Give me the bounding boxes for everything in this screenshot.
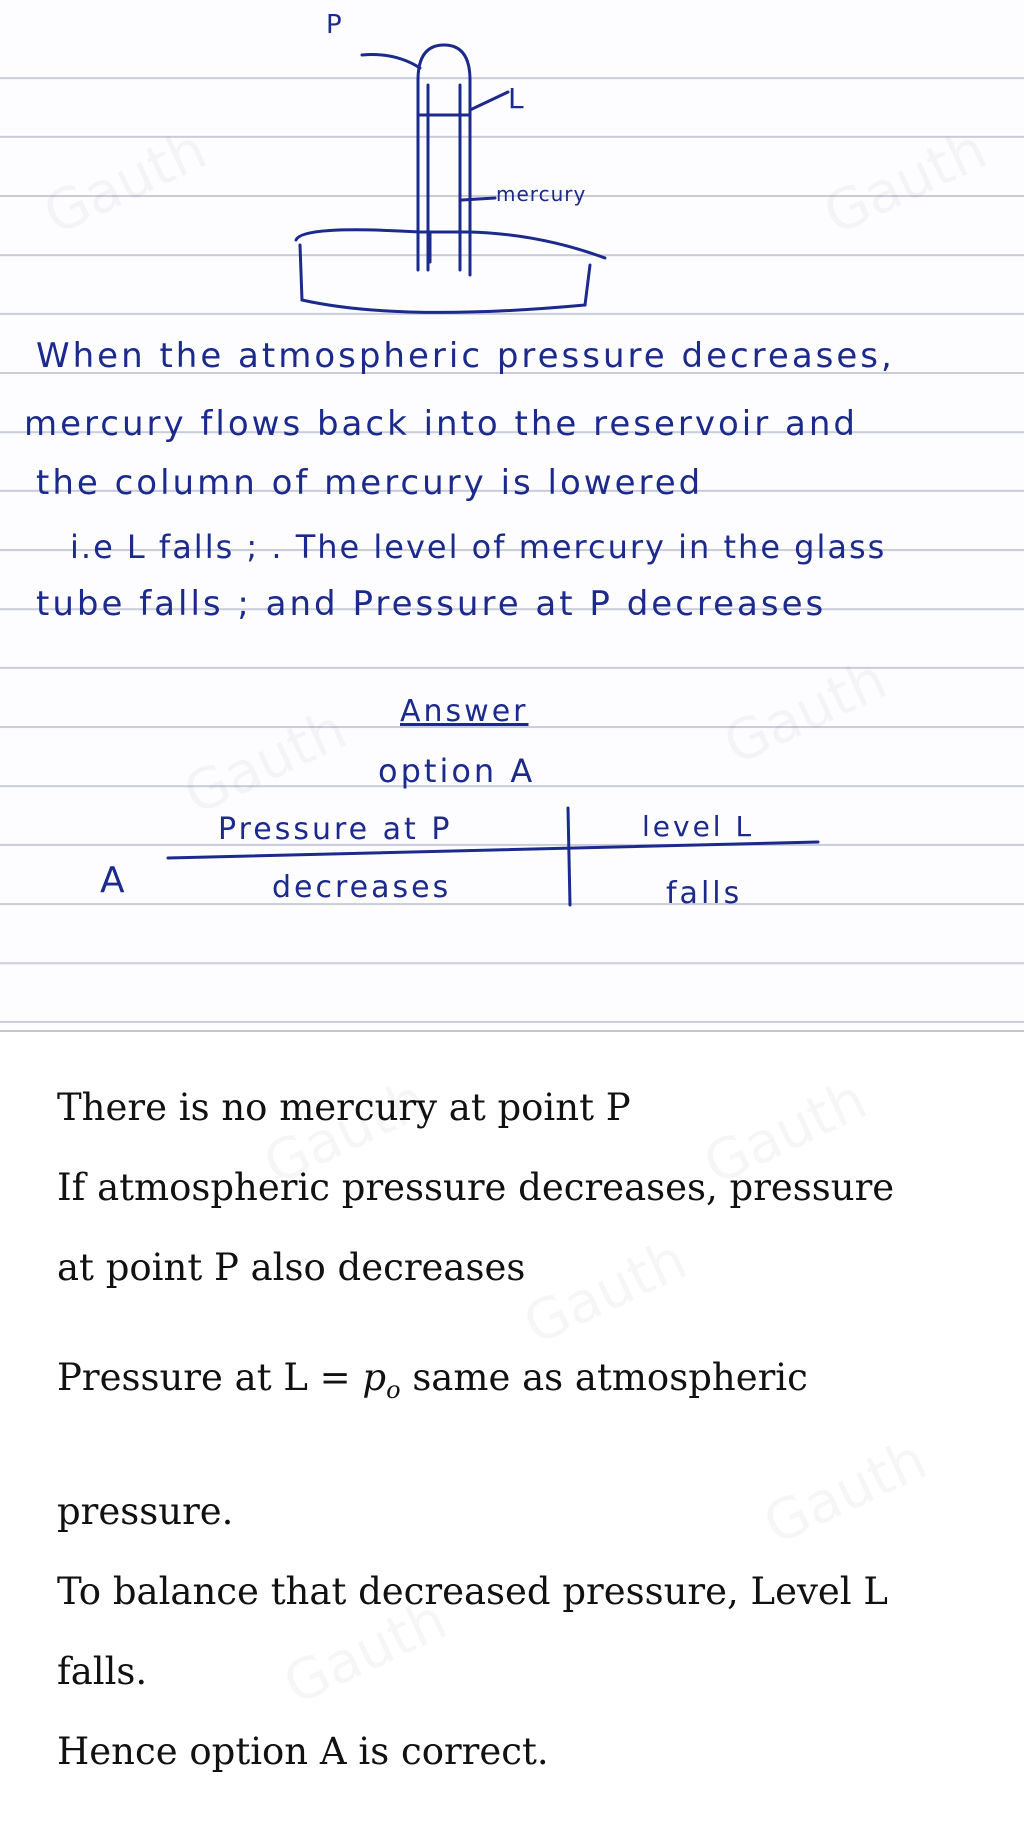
section-divider <box>0 1030 1024 1032</box>
formula-variable: p <box>362 1356 387 1399</box>
answer-option: option A <box>378 752 536 790</box>
handwritten-line: When the atmospheric pressure decreases, <box>36 336 895 376</box>
explanation-line: falls. <box>57 1650 148 1693</box>
diagram-label-l: L <box>508 82 527 115</box>
explanation-line: pressure. <box>57 1490 234 1533</box>
formula-subscript: o <box>386 1376 401 1405</box>
handwritten-line: mercury flows back into the reservoir and <box>24 404 858 444</box>
explanation-formula-line <box>57 1356 808 1406</box>
table-row-label: A <box>100 860 128 901</box>
watermark <box>754 1427 936 1558</box>
explanation-line: at point P also decreases <box>57 1246 526 1289</box>
table-cell-level: falls <box>666 876 743 911</box>
table-cell-pressure: decreases <box>272 870 452 905</box>
explanation-line: If atmospheric pressure decreases, pressure <box>57 1166 895 1209</box>
table-header-level: level L <box>642 810 755 843</box>
answer-heading: Answer <box>400 694 529 729</box>
diagram-label-p: P <box>326 10 345 40</box>
handwritten-line: i.e L falls ; . The level of mercury in the glass <box>70 528 887 566</box>
formula-prefix: Pressure at L = <box>57 1356 363 1399</box>
conclusion-line: Hence option A is correct. <box>57 1730 549 1773</box>
explanation-line: There is no mercury at point P <box>57 1086 631 1129</box>
explanation-line: To balance that decreased pressure, Level L <box>57 1570 888 1613</box>
handwritten-line: the column of mercury is lowered <box>36 463 704 503</box>
diagram-label-mercury: mercury <box>496 182 587 206</box>
formula-suffix: same as atmospheric <box>400 1356 808 1399</box>
watermark <box>514 1227 696 1358</box>
table-header-pressure: Pressure at P <box>218 812 453 847</box>
handwritten-line: tube falls ; and Pressure at P decreases <box>36 584 827 624</box>
